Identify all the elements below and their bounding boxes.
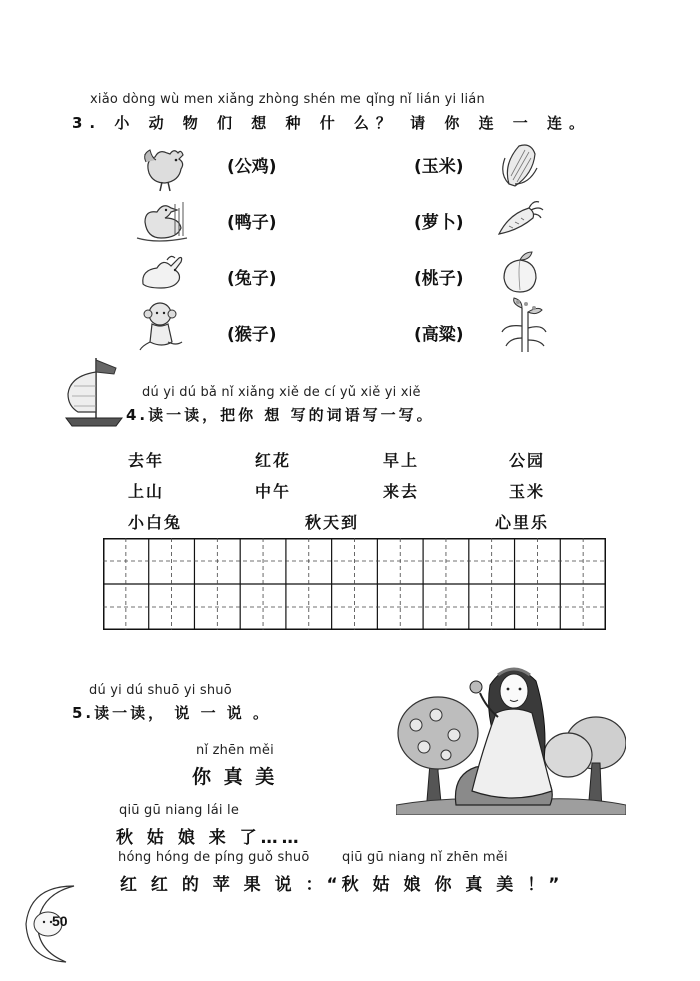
animal-label-rabbit: (兔子) xyxy=(227,269,277,289)
rooster-icon xyxy=(140,148,190,192)
animal-label-monkey: (猴子) xyxy=(227,325,277,345)
word-qunian: 去年 xyxy=(128,451,165,470)
line2-pinyin-b: qiū gū niang nǐ zhēn měi xyxy=(342,850,508,865)
line1-text: 秋 姑 娘 来 了…… xyxy=(116,828,303,848)
animal-label-rooster: (公鸡) xyxy=(227,157,277,177)
word-qiutiandao: 秋天到 xyxy=(305,513,360,532)
poem-title: 你 真 美 xyxy=(192,766,278,788)
word-xiaobaitu: 小白兔 xyxy=(128,513,183,532)
word-gongyuan: 公园 xyxy=(509,451,546,470)
radish-icon xyxy=(495,200,545,240)
duck-icon xyxy=(135,200,190,244)
line2-pinyin-a: hóng hóng de píng guǒ shuō xyxy=(118,850,310,865)
autumn-girl-illustration xyxy=(396,655,626,815)
animal-label-duck: (鸭子) xyxy=(227,213,277,233)
monkey-icon xyxy=(138,300,186,352)
plant-label-sorghum: (高粱) xyxy=(414,325,464,345)
sorghum-icon xyxy=(500,296,548,352)
plant-label-radish: (萝卜) xyxy=(414,213,464,233)
q3-pinyin-left: xiǎo dòng wù men xiǎng zhòng shén me xyxy=(90,92,362,107)
writing-grid[interactable] xyxy=(103,538,606,630)
poem-title-pinyin: nǐ zhēn měi xyxy=(196,743,274,758)
plant-label-peach: (桃子) xyxy=(414,269,464,289)
word-yumi: 玉米 xyxy=(509,482,546,501)
peach-icon xyxy=(500,250,540,294)
word-zaoshang: 早上 xyxy=(383,451,420,470)
word-shangshan: 上山 xyxy=(128,482,165,501)
word-zhongwu: 中午 xyxy=(255,482,292,501)
word-laiqu: 来去 xyxy=(383,482,420,501)
sailboat-icon xyxy=(62,354,126,430)
q5-pinyin: dú yi dú shuō yi shuō xyxy=(89,683,232,698)
q4-title: 4.读一读，把你 想 写的词语写一写。 xyxy=(126,406,435,424)
q4-pinyin: dú yi dú bǎ nǐ xiǎng xiě de cí yǔ xiě yi xiě xyxy=(142,385,421,400)
line2-text: 红 红 的 苹 果 说 ：“秋 姑 娘 你 真 美 ！” xyxy=(120,875,564,895)
q5-title: 5.读一读， 说 一 说 。 xyxy=(72,704,272,722)
plant-label-corn: (玉米) xyxy=(414,157,464,177)
word-xinlile: 心里乐 xyxy=(495,513,550,532)
q3-title: 3. 小 动 物 们 想 种 什 么？ 请 你 连 一 连。 xyxy=(72,114,592,132)
page-number: 50 xyxy=(52,913,68,929)
rabbit-icon xyxy=(135,254,190,294)
line1-pinyin: qiū gū niang lái le xyxy=(119,803,240,818)
q3-pinyin-right: qǐng nǐ lián yi lián xyxy=(366,92,485,107)
corn-icon xyxy=(495,140,545,188)
word-honghua: 红花 xyxy=(255,451,292,470)
